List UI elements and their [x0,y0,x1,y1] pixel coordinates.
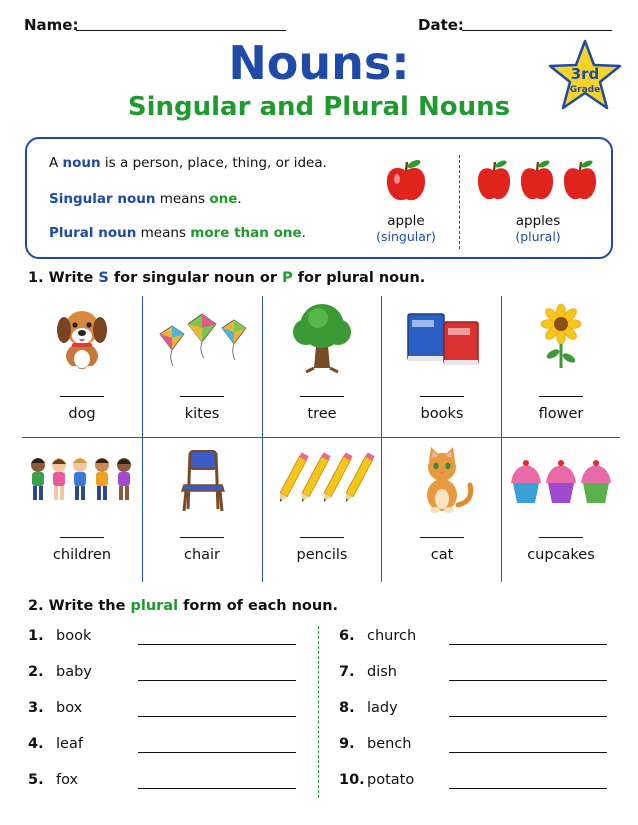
picture-word: flower [538,406,584,422]
answer-line[interactable] [138,716,296,717]
picture-grid [22,296,620,582]
picture-word: books [420,406,464,422]
singular-word: apple [387,213,425,229]
instr-text: Write the [48,598,131,614]
section1-instruction [28,270,425,286]
answer-line[interactable] [449,680,607,681]
cupcakes-icon [501,439,621,519]
answer-line[interactable] [449,644,607,645]
answer-line[interactable] [138,788,296,789]
answer-line[interactable] [449,752,607,753]
list-item [339,772,619,792]
answer-blank[interactable] [420,396,464,397]
list-item [28,628,308,648]
page-subtitle: Singular and Plural Nouns [127,92,511,122]
def-key: Plural noun [49,225,137,241]
grid-cell-pencils [262,439,382,582]
answer-line[interactable] [449,788,607,789]
def-text: means [136,225,191,241]
section2-instruction [28,598,338,614]
page-title: Nouns: [228,36,410,90]
item-word: potato [367,772,415,788]
item-number: 4. [28,736,44,752]
def-value: more than one [190,225,302,241]
cat-icon [382,439,502,519]
item-number: 5. [28,772,44,788]
apples-icon [475,159,599,205]
plural-word: apples [515,213,561,229]
grid-cell-dog [22,296,142,439]
list-item [28,736,308,756]
instr-text: for singular noun or [108,270,283,286]
apple-icon [383,159,429,205]
answer-line[interactable] [138,752,296,753]
grid-cell-books [382,296,502,439]
plural-example [493,213,583,244]
flower-icon [501,296,621,376]
section-number: 1. [28,270,44,286]
list-item [339,700,619,720]
instr-key: plural [130,598,179,614]
item-number: 6. [339,628,355,644]
item-number: 8. [339,700,355,716]
picture-word: children [52,547,112,563]
singular-tag: (singular) [376,229,436,244]
grid-cell-children [22,439,142,582]
picture-word: cat [430,547,454,563]
list-item [28,664,308,684]
date-field[interactable] [462,30,612,31]
answer-blank[interactable] [539,537,583,538]
chair-icon [142,439,262,519]
picture-word: tree [307,406,337,422]
item-number: 9. [339,736,355,752]
answer-line[interactable] [138,644,296,645]
dog-icon [22,296,142,376]
item-word: lady [367,700,398,716]
item-word: fox [56,772,79,788]
item-word: book [56,628,92,644]
def-value: one [209,191,238,207]
item-word: leaf [56,736,83,752]
grid-cell-cupcakes [501,439,621,582]
singular-example [363,213,449,244]
definition-box [25,137,613,259]
answer-blank[interactable] [420,537,464,538]
grid-cell-chair [142,439,262,582]
answer-blank[interactable] [60,537,104,538]
list-item [339,664,619,684]
picture-word: dog [68,406,96,422]
singular-definition [49,191,242,207]
item-word: baby [56,664,92,680]
list-item [339,736,619,756]
kites-icon [142,296,262,376]
item-word: bench [367,736,412,752]
picture-word: kites [184,406,220,422]
pencils-icon [262,439,382,519]
noun-definition [49,155,327,171]
item-number: 2. [28,664,44,680]
def-text: . [237,191,242,207]
list-item [339,628,619,648]
item-number: 10. [339,772,365,788]
answer-blank[interactable] [300,537,344,538]
answer-blank[interactable] [60,396,104,397]
picture-word: pencils [296,547,348,563]
plural-definition [49,225,306,241]
name-label: Name: [24,16,79,34]
def-text: A [49,155,63,171]
item-word: box [56,700,83,716]
answer-blank[interactable] [180,537,224,538]
tree-icon [262,296,382,376]
grid-cell-cat [382,439,502,582]
books-icon [382,296,502,376]
plural-tag: (plural) [515,229,561,244]
item-number: 3. [28,700,44,716]
instr-text: form of each noun. [178,598,339,614]
grid-cell-kites [142,296,262,439]
item-word: dish [367,664,397,680]
children-icon [22,439,142,519]
item-word: church [367,628,417,644]
instr-text: Write [48,270,99,286]
def-key: Singular noun [49,191,156,207]
section-number: 2. [28,598,44,614]
answer-blank[interactable] [539,396,583,397]
def-text: means [155,191,210,207]
list-item [28,772,308,792]
name-field[interactable] [76,30,286,31]
def-key: noun [62,155,101,171]
def-text: is a person, place, thing, or idea. [100,155,327,171]
divider [459,155,460,249]
instr-text: for plural noun. [292,270,426,286]
answer-line[interactable] [449,716,607,717]
instr-s: S [98,270,109,286]
grade-label: Grade [569,85,601,95]
picture-word: cupcakes [527,547,595,563]
column-divider [318,626,319,798]
grade-number: 3rd [570,65,600,83]
answer-blank[interactable] [300,396,344,397]
def-text: . [301,225,306,241]
answer-line[interactable] [138,680,296,681]
grid-cell-tree [262,296,382,439]
date-label: Date: [418,16,464,34]
picture-word: chair [183,547,221,563]
item-number: 1. [28,628,44,644]
list-item [28,700,308,720]
item-number: 7. [339,664,355,680]
grid-cell-flower [501,296,621,439]
grade-star-icon [546,38,624,114]
instr-p: P [282,270,293,286]
answer-blank[interactable] [180,396,224,397]
